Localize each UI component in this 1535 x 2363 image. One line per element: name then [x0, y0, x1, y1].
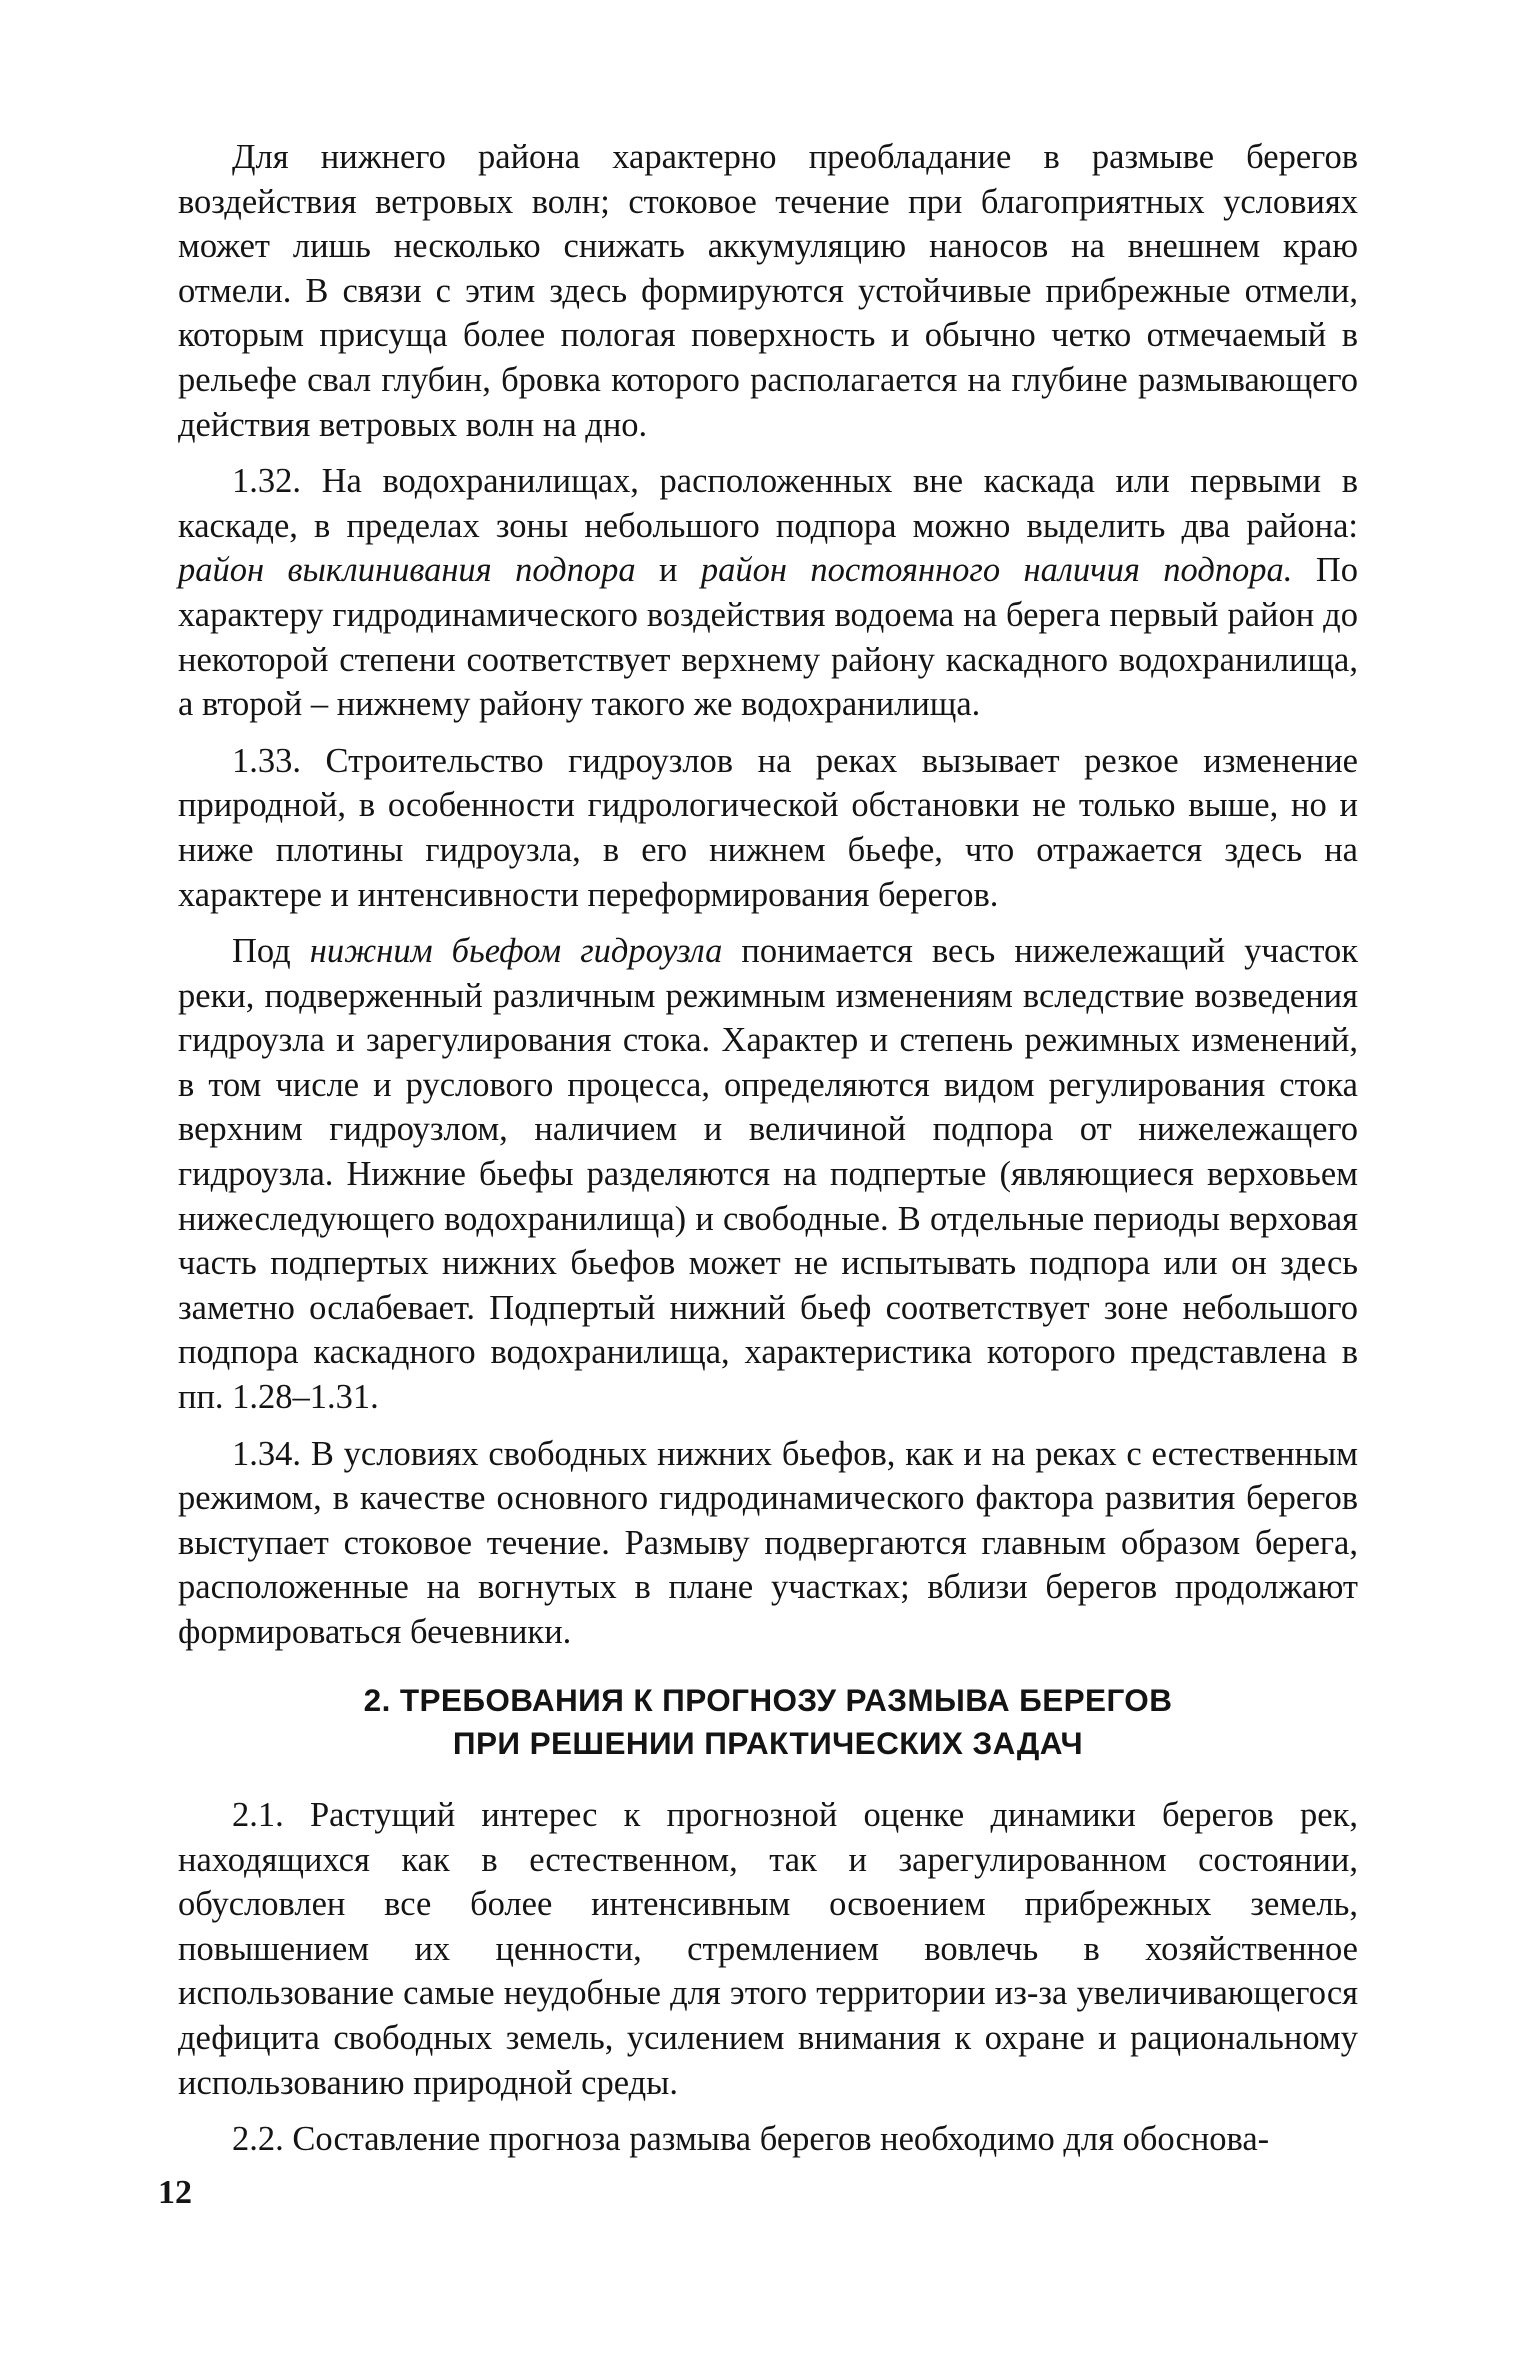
paragraph-text: Составление прогноза размыва берегов необходимо для обоснова- — [292, 2120, 1270, 2159]
paragraph-gap — [178, 447, 1358, 459]
paragraph-text: Растущий интерес к прогнозной оценке динамики берегов рек, находящихся как в естественном, так и зарегулированном состоянии, обусловлен все более интенсивным освоением прибрежных земель, повышением их ценности, стремлением вовлечь в хозяйственное использование самые неудобные для этого территории из-за увеличивающегося дефицита свободных земель, усилением внимания к охране и рациональному использованию природной среды. — [178, 1796, 1358, 2102]
clause-number: 2.2. — [232, 2120, 284, 2159]
page-number: 12 — [158, 2174, 192, 2211]
paragraph-tailwater-definition — [178, 929, 1358, 1420]
clause-number: 1.34. — [232, 1434, 301, 1473]
paragraph-1-34 — [178, 1432, 1358, 1655]
section-heading — [178, 1679, 1358, 1765]
paragraph-2-2 — [178, 2117, 1358, 2162]
paragraph-text: По характеру гидродинамического воздействия водоема на берега первый район до некоторой степени соответствует верхнему району каскадного водохранилища, а второй – нижнему району такого же водохранилища. — [178, 551, 1358, 724]
paragraph-text: На водохранилищах, расположенных вне каскада или первыми в каскаде, в пределах зоны небольшого подпора можно выделить два района: — [178, 462, 1358, 545]
italic-term: район выклинивания подпора — [178, 551, 636, 590]
paragraph-gap — [178, 917, 1358, 929]
paragraph-text: Под — [232, 932, 291, 971]
main-text-upper — [178, 135, 1358, 1655]
paragraph-gap — [178, 1420, 1358, 1432]
italic-term: район постоянного наличия подпора. — [700, 551, 1293, 590]
paragraph-gap — [178, 727, 1358, 739]
section-heading-line-2: ПРИ РЕШЕНИИ ПРАКТИЧЕСКИХ ЗАДАЧ — [452, 1725, 1084, 1761]
paragraph-text: понимается весь нижележащий участок реки, подверженный различным режимным изменениям вследствие возведения гидроузла и зарегулирования стока. Характер и степень режимных изменений, в том числе и руслового процесса, определяются видом регулирования стока верхним гидроузлом, наличием и величиной подпора от нижележащего гидроузла. Нижние бьефы разделяются на подпертые (являющиеся верховьем нижеследующего водохранилища) и свободные. В отдельные периоды верховая часть подпертых нижних бьефов может не испытывать подпора или он здесь заметно ослабевает. Подпертый нижний бьеф соответствует зоне небольшого подпора каскадного водохранилища, характеристика которого представлена в пп. 1.28–1.31. — [178, 932, 1359, 1417]
clause-number: 1.32. — [232, 462, 301, 501]
paragraph-1-32 — [178, 459, 1358, 727]
section-heading-line-1: 2. ТРЕБОВАНИЯ К ПРОГНОЗУ РАЗМЫВА БЕРЕГОВ — [363, 1682, 1173, 1718]
paragraph-2-1 — [178, 1793, 1358, 2105]
paragraph-text: Для нижнего района характерно преобладание в размыве берегов воздействия ветровых волн; стоковое течение при благоприятных условиях может лишь несколько снижать аккумуляцию наносов на внешнем краю отмели. В связи с этим здесь формируются устойчивые прибрежные отмели, которым присуща более пологая поверхность и обычно четко отмечаемый в рельефе свал глубин, бровка которого располагается на глубине размывающего действия ветровых волн на дно. — [178, 138, 1358, 444]
italic-term: нижним бьефом гидроузла — [309, 932, 723, 971]
paragraph-text: В условиях свободных нижних бьефов, как и на реках с естественным режимом, в качестве основного гидродинамического фактора развития берегов выступает стоковое течение. Размыву подвергаются главным образом берега, расположенные на вогнутых в плане участках; вблизи берегов продолжают формироваться бечевники. — [178, 1434, 1359, 1651]
paragraph-lower-region — [178, 135, 1358, 447]
main-text-lower — [178, 1793, 1358, 2162]
paragraph-gap — [178, 2105, 1358, 2117]
clause-number: 2.1. — [232, 1796, 284, 1834]
paragraph-text: Строительство гидроузлов на реках вызывает резкое изменение природной, в особенности гидрологической обстановки не только выше, но и ниже плотины гидроузла, в его нижнем бьефе, что отражается здесь на характере и интенсивности переформирования берегов. — [178, 741, 1358, 914]
paragraph-text: и — [659, 551, 678, 590]
clause-number: 1.33. — [232, 741, 301, 780]
paragraph-1-33 — [178, 739, 1358, 917]
